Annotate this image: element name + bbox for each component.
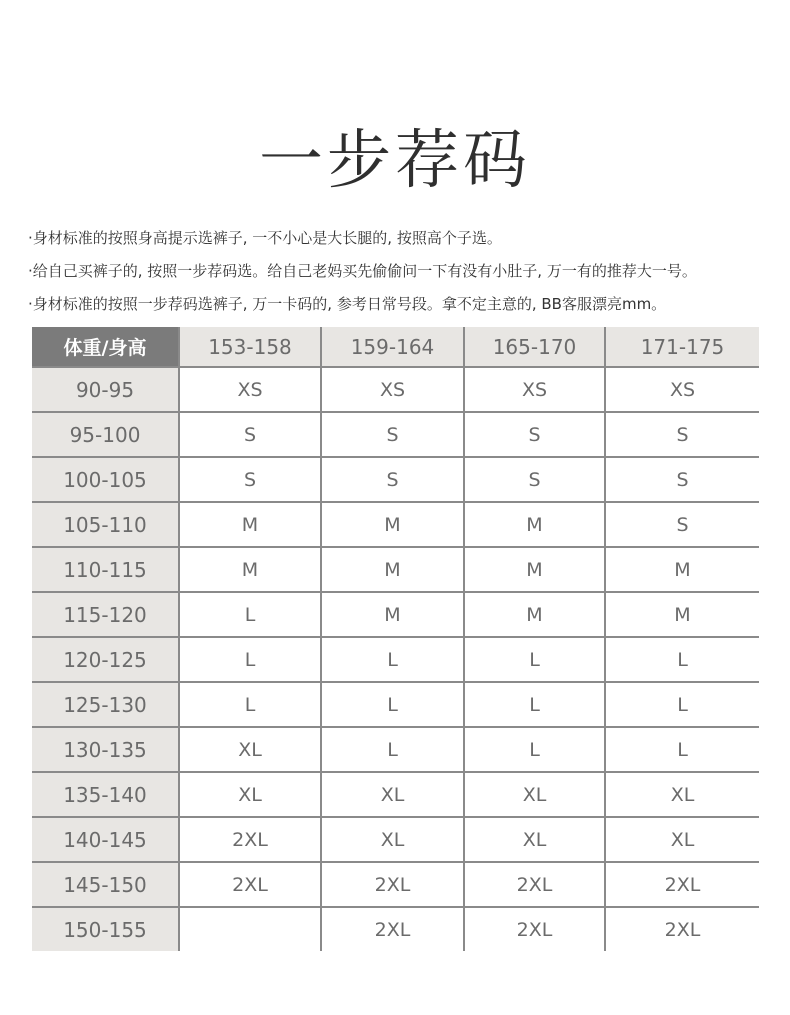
table-row [32,637,759,682]
weight-range-cell: 100-105 [32,457,179,502]
table-row [32,367,759,412]
size-cell: S [321,457,464,502]
note-self-purchase-tip: ·给自己买裤子的, 按照一步荐码选。给自己老妈买先偷偷问一下有没有小肚子, 万一有的推荐大一号。 [28,262,697,280]
table-row [32,502,759,547]
size-cell: S [605,412,759,457]
header-row [32,327,759,367]
size-cell: XS [605,367,759,412]
size-cell: 2XL [321,907,464,951]
size-cell: S [605,457,759,502]
weight-range-cell: 125-130 [32,682,179,727]
weight-range-cell: 150-155 [32,907,179,951]
table-row [32,772,759,817]
size-cell: L [179,682,321,727]
size-cell: 2XL [464,907,605,951]
note-height-tip: ·身材标准的按照身高提示选裤子, 一不小心是大长腿的, 按照高个子选。 [28,229,502,247]
weight-range-cell: 130-135 [32,727,179,772]
size-cell: XS [464,367,605,412]
size-cell: L [605,637,759,682]
size-cell: M [321,592,464,637]
table-row [32,457,759,502]
size-cell: L [605,682,759,727]
size-cell: M [179,502,321,547]
weight-range-cell: 105-110 [32,502,179,547]
size-cell: XL [179,727,321,772]
size-cell: XS [179,367,321,412]
size-cell: XL [464,817,605,862]
size-cell: M [321,547,464,592]
size-cell: L [464,727,605,772]
table-row [32,682,759,727]
weight-range-cell: 90-95 [32,367,179,412]
size-cell: XL [605,817,759,862]
size-cell [179,907,321,951]
weight-range-cell: 145-150 [32,862,179,907]
size-chart-header [32,327,759,367]
size-chart-body [32,367,759,951]
size-cell: M [464,502,605,547]
size-cell: S [179,457,321,502]
size-cell: S [605,502,759,547]
size-cell: L [464,682,605,727]
size-cell: M [464,592,605,637]
size-cell: L [179,637,321,682]
size-cell: 2XL [605,907,759,951]
page-title: 一步荐码 [259,124,531,198]
header-height-range: 159-164 [321,327,464,367]
size-cell: S [179,412,321,457]
size-cell: S [464,412,605,457]
size-cell: M [321,502,464,547]
size-cell: M [605,547,759,592]
size-cell: S [321,412,464,457]
size-cell: XL [605,772,759,817]
size-cell: 2XL [321,862,464,907]
header-height-range: 171-175 [605,327,759,367]
size-cell: L [321,727,464,772]
table-row [32,907,759,951]
header-height-range: 153-158 [179,327,321,367]
table-row [32,862,759,907]
size-cell: M [605,592,759,637]
size-cell: XL [464,772,605,817]
size-cell: L [179,592,321,637]
weight-range-cell: 110-115 [32,547,179,592]
size-cell: 2XL [179,817,321,862]
table-row [32,547,759,592]
size-cell: S [464,457,605,502]
note-in-between-tip: ·身材标准的按照一步荐码选裤子, 万一卡码的, 参考日常号段。拿不定主意的, BB客服漂亮mm。 [28,295,667,313]
weight-range-cell: 135-140 [32,772,179,817]
table-row [32,817,759,862]
size-cell: 2XL [605,862,759,907]
size-cell: L [321,637,464,682]
weight-range-cell: 115-120 [32,592,179,637]
size-cell: XL [321,817,464,862]
size-cell: L [321,682,464,727]
size-chart-table [32,327,759,951]
size-cell: XL [321,772,464,817]
table-row [32,412,759,457]
size-cell: M [179,547,321,592]
size-cell: L [464,637,605,682]
size-cell: 2XL [179,862,321,907]
size-cell: L [605,727,759,772]
size-cell: XS [321,367,464,412]
weight-range-cell: 95-100 [32,412,179,457]
header-height-range: 165-170 [464,327,605,367]
weight-range-cell: 120-125 [32,637,179,682]
weight-range-cell: 140-145 [32,817,179,862]
size-cell: XL [179,772,321,817]
header-corner-label: 体重/身高 [32,327,179,367]
table-row [32,592,759,637]
size-cell: M [464,547,605,592]
size-cell: 2XL [464,862,605,907]
notes-list [28,222,778,321]
table-row [32,727,759,772]
